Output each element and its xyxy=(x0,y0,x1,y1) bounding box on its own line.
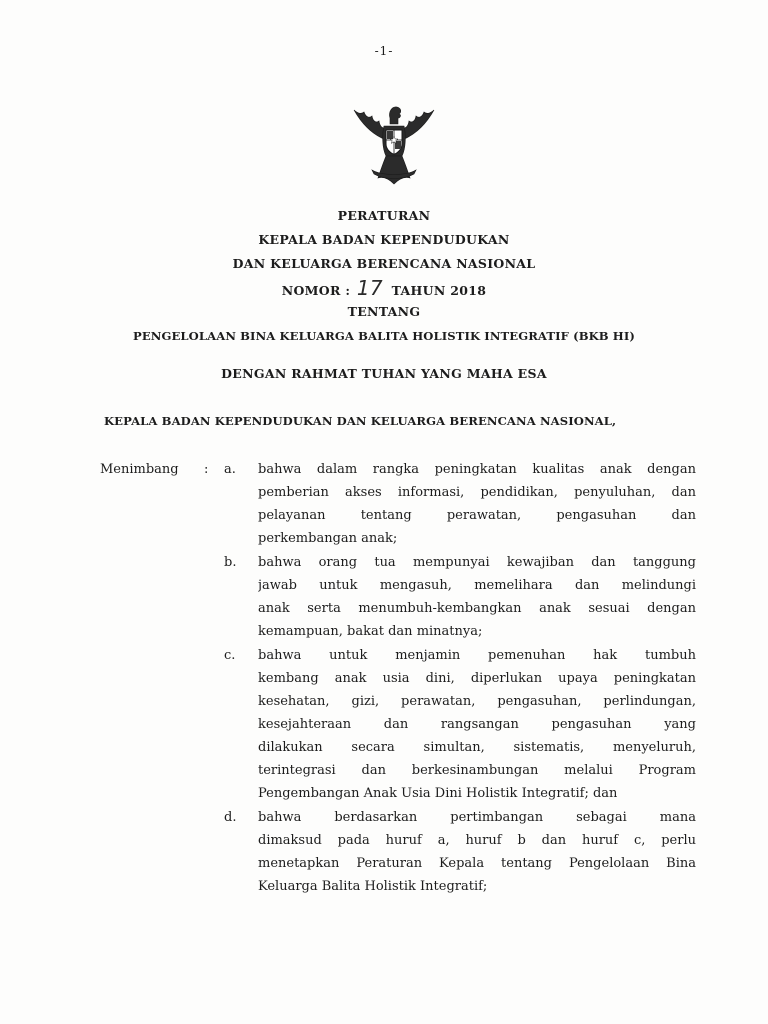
clause-letter: b. xyxy=(224,555,237,570)
clause-letter: d. xyxy=(224,810,237,825)
menimbang-colon: : xyxy=(204,462,209,477)
clause-line: pelayanan tentang perawatan, pengasuhan dan xyxy=(258,508,696,523)
clause-line: jawab untuk mengasuh, memelihara dan melindungi xyxy=(258,578,696,593)
nomor-prefix: NOMOR : xyxy=(281,283,351,298)
clause-line: bahwa dalam rangka peningkatan kualitas anak dengan xyxy=(258,462,696,477)
clause-line: dilakukan secara simultan, sistematis, menyeluruh, xyxy=(258,740,696,755)
heading-peraturan: PERATURAN xyxy=(337,208,431,223)
clause-line: menetapkan Peraturan Kepala tentang Pengelolaan Bina xyxy=(258,856,696,871)
clause-line: kesehatan, gizi, perawatan, pengasuhan, perlindungan, xyxy=(258,694,696,709)
clause-line: kesejahteraan dan rangsangan pengasuhan yang xyxy=(258,717,696,732)
garuda-emblem-icon xyxy=(346,96,442,188)
clause-letter: a. xyxy=(224,462,236,477)
clause-line: anak serta menumbuh-kembangkan anak sesuai dengan xyxy=(258,601,696,616)
clause-line: dimaksud pada huruf a, huruf b dan huruf c, perlu xyxy=(258,833,696,848)
clause-line: bahwa orang tua mempunyai kewajiban dan tanggung xyxy=(258,555,696,570)
clause-line: pemberian akses informasi, pendidikan, penyuluhan, dan xyxy=(258,485,696,500)
regulation-heading xyxy=(0,204,768,348)
heading-keluarga-berencana: DAN KELUARGA BERENCANA NASIONAL xyxy=(232,256,536,271)
clause-line: kemampuan, bakat dan minatnya; xyxy=(258,624,483,639)
heading-subject: PENGELOLAAN BINA KELUARGA BALITA HOLISTIK INTEGRATIF (BKB HI) xyxy=(133,329,635,343)
clause-line: Keluarga Balita Holistik Integratif; xyxy=(258,879,488,894)
heading-nomor xyxy=(0,276,768,300)
menimbang-label: Menimbang xyxy=(100,462,179,477)
kepala-text: KEPALA BADAN KEPENDUDUKAN DAN KELUARGA BERENCANA NASIONAL, xyxy=(104,414,617,428)
page-number: -1- xyxy=(374,44,394,58)
clause-line: perkembangan anak; xyxy=(258,531,398,546)
nomor-number: 17 xyxy=(356,276,383,300)
clause-line: bahwa untuk menjamin pemenuhan hak tumbuh xyxy=(258,648,696,663)
rahmat-line: DENGAN RAHMAT TUHAN YANG MAHA ESA xyxy=(221,366,547,381)
clause-line: kembang anak usia dini, diperlukan upaya peningkatan xyxy=(258,671,696,686)
clause-line: terintegrasi dan berkesinambungan melalui Program xyxy=(258,763,696,778)
heading-kepala-badan: KEPALA BADAN KEPENDUDUKAN xyxy=(258,232,510,247)
clause-line: Pengembangan Anak Usia Dini Holistik Integratif; dan xyxy=(258,786,618,801)
nomor-suffix: TAHUN 2018 xyxy=(391,283,487,298)
clause-letter: c. xyxy=(224,648,236,663)
clause-line: bahwa berdasarkan pertimbangan sebagai mana xyxy=(258,810,696,825)
heading-tentang: TENTANG xyxy=(347,304,421,319)
